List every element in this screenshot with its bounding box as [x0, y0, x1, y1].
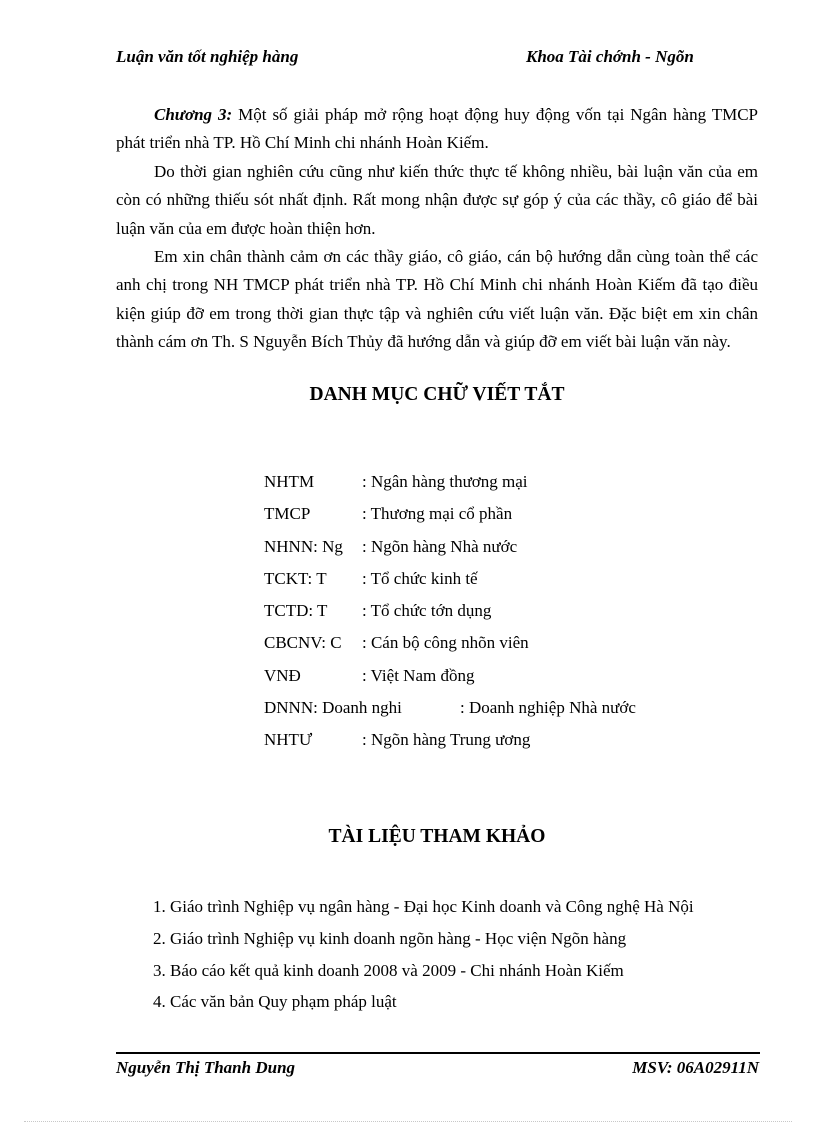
references-title: TÀI LIỆU THAM KHẢO	[328, 826, 546, 847]
page-boundary	[24, 1121, 792, 1122]
reference-item: 1. Giáo trình Nghiệp vụ ngân hàng - Đại học Kinh doanh và Công nghệ Hà Nội	[153, 897, 694, 916]
footer-student-id: MSV: 06A02911N	[632, 1058, 759, 1077]
abbreviation-meaning: : Doanh nghiệp Nhà nước	[460, 698, 636, 718]
chapter-3-paragraph	[116, 101, 758, 158]
abbreviation-term: TCKT: T	[264, 568, 327, 588]
abbreviation-meaning: : Tổ chức tớn dụng	[362, 601, 492, 621]
footer-divider	[116, 1052, 760, 1054]
abbreviation-row	[264, 724, 764, 756]
abbreviation-row	[264, 531, 764, 563]
intro-section	[116, 101, 758, 357]
abbreviation-meaning: : Việt Nam đồng	[362, 665, 475, 685]
header-faculty: Khoa Tài chớnh - Ngõn	[526, 47, 694, 66]
abbreviation-meaning: : Ngân hàng thương mại	[362, 472, 528, 491]
abbreviation-term: TMCP	[264, 504, 311, 524]
abbreviation-meaning: : Tổ chức kinh tế	[362, 568, 478, 588]
abbreviation-row	[264, 466, 764, 498]
reference-item: 4. Các văn bản Quy phạm pháp luật	[153, 992, 397, 1012]
abbreviation-term: NHTƯ	[264, 730, 313, 750]
abbreviation-term: TCTD: T	[264, 601, 328, 621]
acknowledgement-paragraph: Em xin chân thành cảm ơn các thầy giáo, cô giáo, cán bộ hướng dẫn cùng toàn thể các anh chị trong NH TMCP phát triển nhà TP. Hồ Chí Minh chi nhánh Hoàn Kiếm đã tạo điều kiện giúp đỡ em trong thời gian thực tập và nghiên cứu viết luận văn. Đặc biệt em xin chân thành cám ơn Th. S Nguyễn Bích Thủy đã hướng dẫn và giúp đỡ em viết bài luận văn này.	[116, 247, 758, 352]
abbreviation-term: NHNN: Ng	[264, 536, 343, 556]
abbreviation-meaning: : Ngõn hàng Trung ương	[362, 730, 531, 750]
abbreviation-row	[264, 595, 764, 627]
abbreviation-term: DNNN: Doanh nghi	[264, 698, 402, 718]
abbreviation-term: NHTM	[264, 472, 315, 491]
abbreviations-title: DANH MỤC CHỮ VIẾT TẮT	[309, 384, 565, 405]
footer-author-name: Nguyễn Thị Thanh Dung	[116, 1058, 296, 1077]
limitations-paragraph: Do thời gian nghiên cứu cũng như kiến thức thực tế không nhiều, bài luận văn của em còn có những thiếu sót nhất định. Rất mong nhận được sự góp ý của các thầy, cô giáo để bài luận văn của em được hoàn thiện hơn.	[116, 161, 758, 238]
abbreviations-list	[264, 466, 764, 757]
chapter-label: Chương 3:	[154, 105, 233, 124]
chapter-description: Một số giải pháp mở rộng hoạt động huy động vốn tại Ngân hàng TMCP phát triển nhà TP. Hồ Chí Minh chi nhánh Hoàn Kiếm.	[116, 105, 759, 153]
abbreviation-row	[264, 660, 764, 692]
abbreviation-row	[264, 627, 764, 659]
abbreviation-row	[264, 563, 764, 595]
references-list	[153, 891, 773, 1018]
reference-item: 3. Báo cáo kết quả kinh doanh 2008 và 2009 - Chi nhánh Hoàn Kiếm	[153, 960, 624, 980]
abbreviation-meaning: : Ngõn hàng Nhà nước	[362, 536, 518, 556]
abbreviation-row	[264, 498, 764, 530]
reference-item: 2. Giáo trình Nghiệp vụ kinh doanh ngõn hàng - Học viện Ngõn hàng	[153, 928, 627, 948]
abbreviation-meaning: : Thương mại cổ phần	[362, 504, 513, 524]
abbreviation-row	[264, 692, 764, 724]
abbreviation-term: CBCNV: C	[264, 633, 342, 653]
abbreviation-meaning: : Cán bộ công nhõn viên	[362, 633, 529, 653]
abbreviation-term: VNĐ	[264, 665, 301, 685]
header-thesis-title: Luận văn tốt nghiệp hàng	[116, 47, 299, 66]
